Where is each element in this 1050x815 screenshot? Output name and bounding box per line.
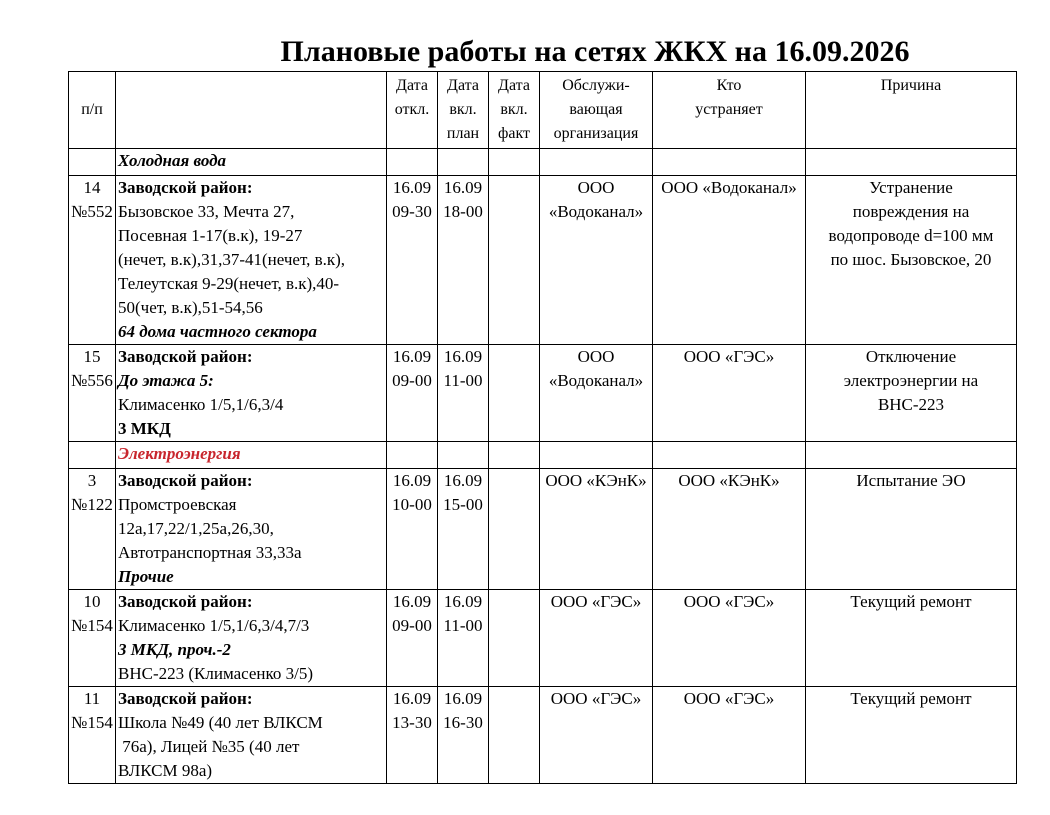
row-fixer: ООО «ГЭС» xyxy=(653,590,806,687)
table-row xyxy=(69,345,1017,442)
header-org: Обслужи- вающая организация xyxy=(540,72,653,149)
header-address xyxy=(116,72,387,149)
table-row xyxy=(69,469,1017,590)
row-date-off: 16.09 09-00 xyxy=(387,345,438,442)
row-fixer: ООО «ГЭС» xyxy=(653,687,806,784)
row-address: Заводской район: До этажа 5: Климасенко 1/5,1/6,3/4 3 МКД xyxy=(116,345,387,442)
row-number: 3 №122 xyxy=(69,469,116,590)
row-reason: Текущий ремонт xyxy=(806,687,1017,784)
row-date-on-plan: 16.09 11-00 xyxy=(438,590,489,687)
row-address: Заводской район: Климасенко 1/5,1/6,3/4,7/3 3 МКД, проч.-2 ВНС-223 (Климасенко 3/5) xyxy=(116,590,387,687)
row-date-on-fact xyxy=(489,345,540,442)
row-date-off: 16.09 13-30 xyxy=(387,687,438,784)
row-org: ООО «Водоканал» xyxy=(540,176,653,345)
header-date-on-plan: Дата вкл. план xyxy=(438,72,489,149)
row-reason: Испытание ЭО xyxy=(806,469,1017,590)
row-fixer: ООО «ГЭС» xyxy=(653,345,806,442)
table-row xyxy=(69,176,1017,345)
page-title: Плановые работы на сетях ЖКХ на 16.09.2026 xyxy=(280,35,910,68)
row-date-on-fact xyxy=(489,687,540,784)
row-number: 10 №154 xyxy=(69,590,116,687)
section-row-electricity xyxy=(69,442,1017,469)
row-date-on-fact xyxy=(489,469,540,590)
row-number: 11 №154 xyxy=(69,687,116,784)
header-row xyxy=(69,72,1017,149)
row-reason: Отключение электроэнергии на ВНС-223 xyxy=(806,345,1017,442)
header-reason: Причина xyxy=(806,72,1017,149)
header-date-off: Дата откл. xyxy=(387,72,438,149)
row-org: ООО «ГЭС» xyxy=(540,687,653,784)
section-label: Электроэнергия xyxy=(118,444,241,463)
row-date-off: 16.09 10-00 xyxy=(387,469,438,590)
row-fixer: ООО «Водоканал» xyxy=(653,176,806,345)
section-row-cold-water xyxy=(69,149,1017,176)
row-org: ООО «Водоканал» xyxy=(540,345,653,442)
table-row xyxy=(69,590,1017,687)
row-org: ООО «ГЭС» xyxy=(540,590,653,687)
schedule-table xyxy=(68,71,1017,784)
row-address: Заводской район: Школа №49 (40 лет ВЛКСМ 76а), Лицей №35 (40 лет ВЛКСМ 98а) xyxy=(116,687,387,784)
header-date-on-fact: Дата вкл. факт xyxy=(489,72,540,149)
row-date-on-plan: 16.09 11-00 xyxy=(438,345,489,442)
row-date-off: 16.09 09-00 xyxy=(387,590,438,687)
header-fixer: Кто устраняет xyxy=(653,72,806,149)
row-date-off: 16.09 09-30 xyxy=(387,176,438,345)
row-address: Заводской район: Бызовское 33, Мечта 27, Посевная 1-17(в.к), 19-27 (нечет, в.к),31,37-41(нечет, в.к), Телеутская 9-29(нечет, в.к),40- 50(чет, в.к),51-54,56 64 дома частного сектора xyxy=(116,176,387,345)
row-fixer: ООО «КЭнК» xyxy=(653,469,806,590)
row-date-on-plan: 16.09 15-00 xyxy=(438,469,489,590)
row-date-on-plan: 16.09 16-30 xyxy=(438,687,489,784)
row-date-on-plan: 16.09 18-00 xyxy=(438,176,489,345)
row-reason: Текущий ремонт xyxy=(806,590,1017,687)
row-address: Заводской район: Промстроевская 12а,17,22/1,25а,26,30, Автотранспортная 33,33а Прочие xyxy=(116,469,387,590)
table-row xyxy=(69,687,1017,784)
section-label: Холодная вода xyxy=(118,151,227,170)
header-num: п/п xyxy=(69,72,116,149)
row-number: 14 №552 xyxy=(69,176,116,345)
row-date-on-fact xyxy=(489,176,540,345)
row-org: ООО «КЭнК» xyxy=(540,469,653,590)
row-reason: Устранение повреждения на водопроводе d=100 мм по шос. Бызовское, 20 xyxy=(806,176,1017,345)
row-number: 15 №556 xyxy=(69,345,116,442)
row-date-on-fact xyxy=(489,590,540,687)
